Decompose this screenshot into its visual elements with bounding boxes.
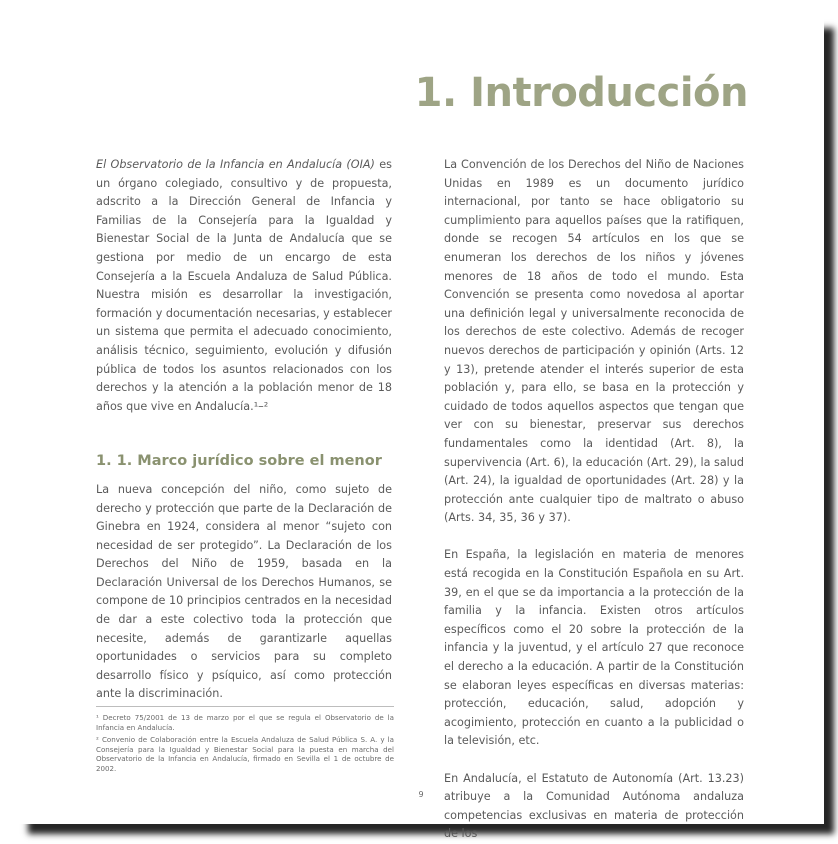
right-paragraph-3: En Andalucía, el Estatuto de Autonomía (Art. 13.23) atribuye a la Comunidad Autónoma andaluza competencias exclusivas en materia de protección de los (444, 771, 744, 841)
footnote-2: ² Convenio de Colaboración entre la Escuela Andaluza de Salud Pública S. A. y la Consejería para la Igualdad y Bienestar Social para la puesta en marcha del Observatorio de la Infancia en Andalucía, firmado en Sevilla el 1 de octubre de 2002. (96, 735, 394, 773)
right-paragraph-2: En España, la legislación en materia de menores está recogida en la Constitución Española en su Art. 39, en el que se da importancia a la protección de la familia y la infancia. Existen otros artículos específicos como el 20 sobre la protección de la infancia y la juventud, y el artículo 27 que reconoce el derecho a la educación. A partir de la Constitución se elaboran leyes específicas en diversas materias: protección, educación, salud, adopción y acogimiento, protección en cuanto a la publicidad o la televisión, etc. (444, 548, 744, 748)
intro-paragraph (96, 156, 392, 416)
left-column (96, 156, 392, 704)
footnotes (96, 706, 394, 776)
right-column (444, 156, 744, 844)
paragraph-spacer (444, 528, 744, 547)
section-heading: 1. 1. Marco jurídico sobre el menor (96, 453, 382, 470)
intro-italic-text: El Observatorio de la Infancia en Andalucía (OIA) (96, 158, 375, 171)
chapter-title: 1. Introducción (414, 70, 748, 116)
page-number: 9 (418, 790, 424, 799)
footnote-1: ¹ Decreto 75/2001 de 13 de marzo por el que se regula el Observatorio de la Infancia en Andalucía. (96, 713, 394, 732)
right-paragraph-1: La Convención de los Derechos del Niño de Naciones Unidas en 1989 es un documento jurídico internacional, por tanto se hace obligatorio su cumplimiento para aquellos países que la ratifiquen, donde se recogen 54 artículos en los que se enumeran los derechos de los niños y jóvenes menores de 18 años de todo el mundo. Esta Convención se presenta como novedosa al aportar una definición legal y universalmente reconocida de los derechos de este colectivo. Además de recoger nuevos derechos de participación y opinión (Arts. 12 y 13), pretende atender el interés superior de esta población y, para ello, se basa en la protección y cuidado de todos aquellos aspectos que tengan que ver con su bienestar, preservar sus derechos fundamentales como la identidad (Art. 8), la supervivencia (Art. 6), la educación (Art. 29), la salud (Art. 24), la igualdad de oportunidades (Art. 28) y la protección ante cualquier tipo de maltrato o abuso (Arts. 34, 35, 36 y 37). (444, 158, 744, 525)
intro-body-text: es un órgano colegiado, consultivo y de propuesta, adscrito a la Dirección General de Infancia y Familias de la Consejería para la Igualdad y Bienestar Social de la Junta de Andalucía que se gestiona por medio de un encargo de esta Consejería a la Escuela Andaluza de Salud Pública. Nuestra misión es desarrollar la investigación, formación y documentación necesarias, y establecer un sistema que permita el adecuado conocimiento, análisis técnico, seguimiento, evolución y difusión pública de todos los asuntos relacionados con los derechos y la atención a la población menor de 18 años que vive en Andalucía.¹–² (96, 158, 392, 413)
document-page (18, 18, 824, 841)
section-paragraph: La nueva concepción del niño, como sujeto de derecho y protección que parte de la Declaración de Ginebra en 1924, considera al menor “sujeto con necesidad de ser protegido”. La Declaración de los Derechos del Niño de 1959, basada en la Declaración Universal de los Derechos Humanos, se compone de 10 principios centrados en la necesidad de dar a este colectivo toda la protección que necesite, además de garantizarle aquellas oportunidades o servicios para su completo desarrollo físico y psíquico, así como protección ante la discriminación. (96, 482, 392, 701)
paragraph-spacer (444, 751, 744, 770)
